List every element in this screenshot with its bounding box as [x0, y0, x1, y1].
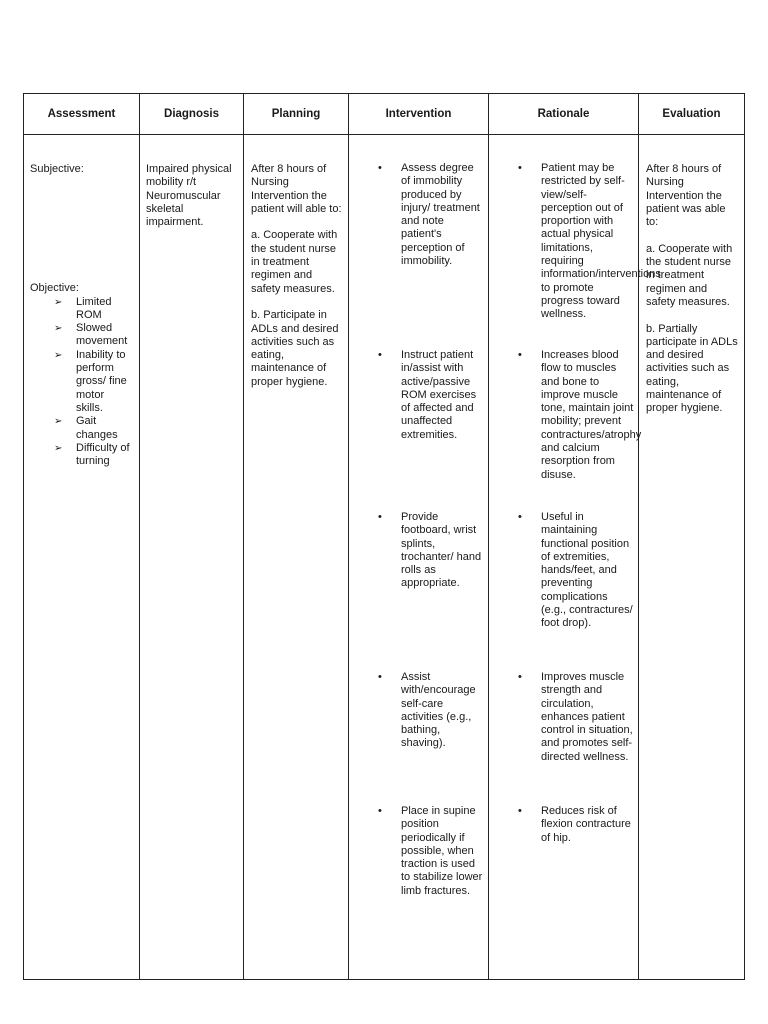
intervention-cell: [349, 135, 489, 980]
arrow-bullet-icon: ➢: [54, 349, 63, 361]
arrow-bullet-icon: ➢: [54, 442, 63, 454]
intervention-item: • Assess degree of immobility produced by injury/ treatment and note patient's perception of immobility.: [378, 162, 480, 268]
rationale-item: • Useful in maintaining functional position of extremities, hands/feet, and preventing complications (e.g., contractures/ foot drop).: [518, 511, 633, 630]
intervention-item: • Place in supine position periodically if possible, when traction is used to stabilize lower limb fractures.: [378, 805, 483, 897]
nursing-care-plan-table: [23, 93, 745, 980]
objective-label: Objective:: [30, 282, 79, 295]
objective-item: ➢ Difficulty of turning: [54, 441, 130, 468]
bullet-icon: •: [518, 511, 522, 523]
evaluation-intro: After 8 hours of Nursing Intervention the patient was able to:: [646, 163, 726, 229]
bullet-icon: •: [518, 349, 522, 361]
objective-item: ➢ Gait changes: [54, 415, 118, 441]
bullet-icon: •: [378, 805, 382, 817]
objective-item: ➢ Slowed movement: [54, 322, 128, 348]
subjective-label: Subjective:: [30, 163, 84, 175]
evaluation-result-b: b. Partially participate in ADLs and desired activities such as eating, maintenance of proper hygiene.: [646, 322, 738, 415]
bullet-icon: •: [378, 349, 382, 361]
rationale-item: • Increases blood flow to muscles and bone to improve muscle tone, maintain joint mobility; prevent contractures/atrophy and calcium resorption from disuse.: [518, 349, 642, 481]
rationale-cell: [489, 135, 661, 980]
arrow-bullet-icon: ➢: [54, 416, 63, 428]
bullet-icon: •: [518, 162, 522, 174]
arrow-bullet-icon: ➢: [54, 323, 63, 335]
rationale-item: • Patient may be restricted by self-view/self-perception out of proportion with actual physical limitations, requiring information/interventions to promote progress toward wellness.: [518, 162, 661, 321]
objective-list: [30, 296, 133, 469]
bullet-icon: •: [518, 805, 522, 817]
objective-item: ➢ Inability to perform gross/ fine motor skills.: [54, 348, 127, 414]
evaluation-result-a: a. Cooperate with the student nurse in treatment regimen and safety measures.: [646, 242, 733, 308]
rationale-item: • Reduces risk of flexion contracture of hip.: [518, 805, 631, 844]
assessment-cell: [24, 135, 140, 980]
bullet-icon: •: [378, 162, 382, 174]
planning-goal-a: a. Cooperate with the student nurse in treatment regimen and safety measures.: [251, 229, 338, 295]
header-planning: Planning: [244, 94, 349, 135]
objective-item: ➢ Limited ROM: [54, 295, 112, 321]
evaluation-cell: [639, 135, 745, 980]
planning-cell: [244, 135, 349, 980]
intervention-item: • Assist with/encourage self-care activities (e.g., bathing, shaving).: [378, 671, 476, 750]
header-intervention: Intervention: [349, 94, 489, 135]
planning-goal-b: b. Participate in ADLs and desired activities such as eating, maintenance of proper hygiene.: [251, 309, 339, 388]
header-row: [24, 94, 745, 135]
header-evaluation: Evaluation: [639, 94, 745, 135]
header-assessment: Assessment: [24, 94, 140, 135]
header-diagnosis: Diagnosis: [140, 94, 244, 135]
intervention-item: • Provide footboard, wrist splints, trochanter/ hand rolls as appropriate.: [378, 511, 482, 590]
body-row: [24, 135, 745, 980]
rationale-item: • Improves muscle strength and circulation, enhances patient control in situation, and promotes self-directed wellness.: [518, 671, 633, 763]
diagnosis-text: Impaired physical mobility r/t Neuromuscular skeletal impairment.: [146, 163, 232, 229]
arrow-bullet-icon: ➢: [54, 296, 63, 308]
intervention-item: • Instruct patient in/assist with active/passive ROM exercises of affected and unaffected extremities.: [378, 349, 477, 441]
planning-intro: After 8 hours of Nursing Intervention the patient will able to:: [251, 163, 342, 215]
header-rationale: Rationale: [489, 94, 639, 135]
bullet-icon: •: [518, 671, 522, 683]
bullet-icon: •: [378, 671, 382, 683]
diagnosis-cell: [140, 135, 244, 980]
bullet-icon: •: [378, 511, 382, 523]
